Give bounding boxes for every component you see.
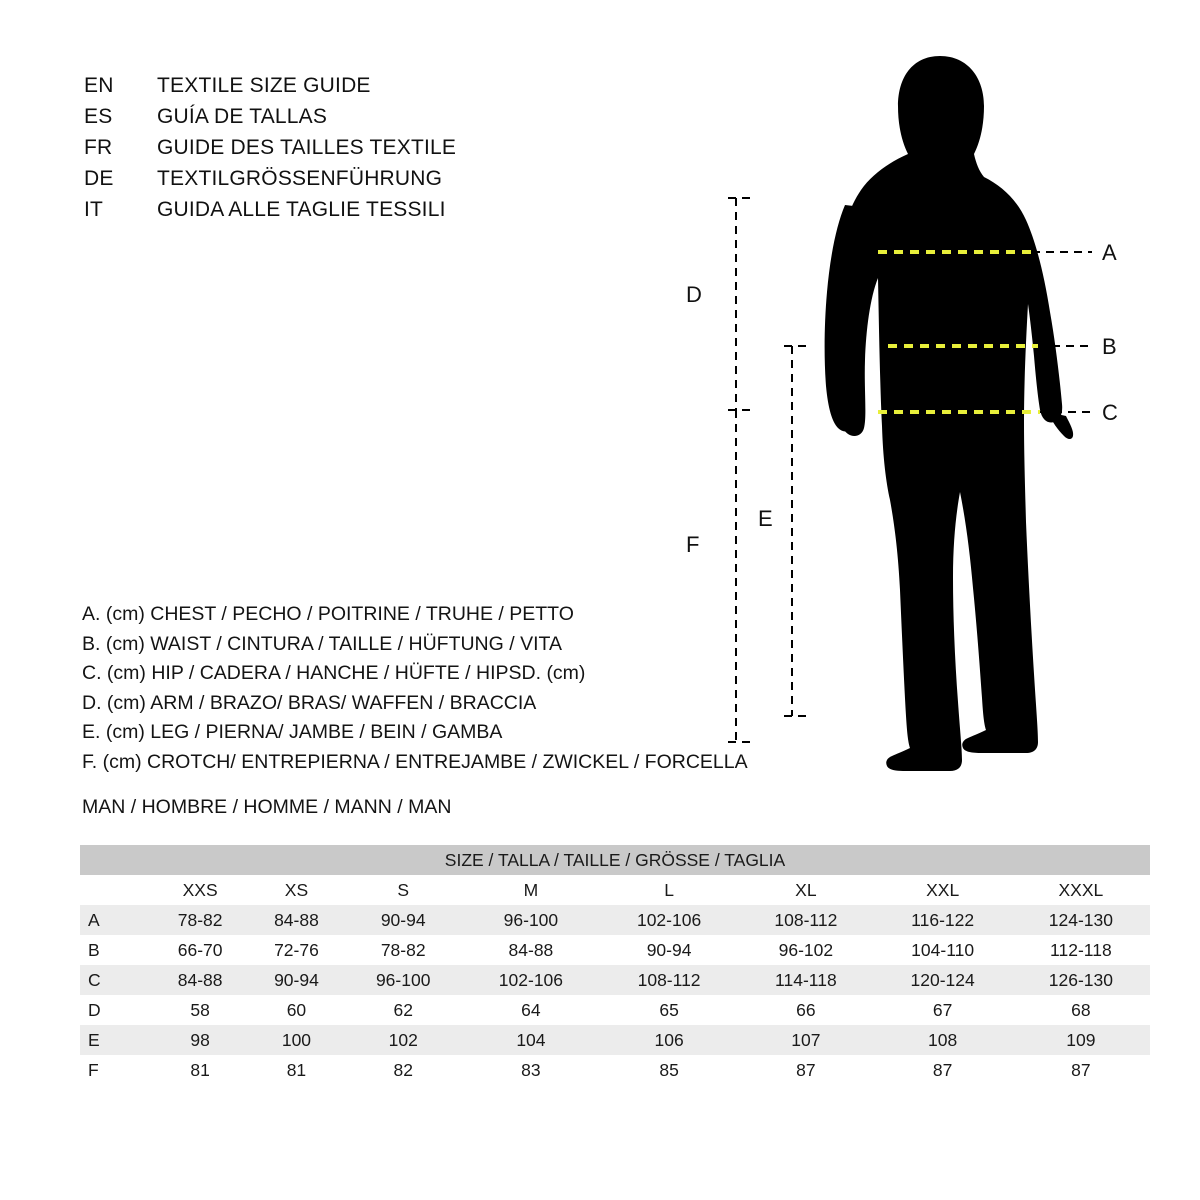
- title-lang-en: EN: [84, 74, 114, 97]
- cell-f-xxl: 87: [874, 1055, 1012, 1085]
- legend-block: [82, 600, 802, 777]
- title-text-fr: GUIDE DES TAILLES TEXTILE: [157, 136, 457, 159]
- header-size-m: M: [462, 875, 600, 905]
- cell-e-l: 106: [600, 1025, 738, 1055]
- row-label-d: D: [80, 995, 152, 1025]
- cell-e-xxl: 108: [874, 1025, 1012, 1055]
- table-row: [80, 995, 1150, 1025]
- cell-c-xxxl: 126-130: [1012, 965, 1150, 995]
- legend-item-f: F. (cm) CROTCH/ ENTREPIERNA / ENTREJAMBE / ZWICKEL / FORCELLA: [82, 750, 748, 773]
- table-header-row: [80, 875, 1150, 905]
- cell-f-l: 85: [600, 1055, 738, 1085]
- header-corner: [80, 875, 152, 905]
- gender-label: MAN / HOMBRE / HOMME / MANN / MAN: [82, 796, 452, 818]
- cell-e-xs: 100: [248, 1025, 344, 1055]
- cell-c-s: 96-100: [345, 965, 462, 995]
- cell-e-xl: 107: [738, 1025, 873, 1055]
- header-size-s: S: [345, 875, 462, 905]
- marker-b: B: [1102, 334, 1117, 359]
- title-row-de: [84, 167, 704, 198]
- cell-e-xxxl: 109: [1012, 1025, 1150, 1055]
- cell-a-xs: 84-88: [248, 905, 344, 935]
- cell-c-l: 108-112: [600, 965, 738, 995]
- title-text-en: TEXTILE SIZE GUIDE: [157, 74, 371, 97]
- title-text-es: GUÍA DE TALLAS: [157, 105, 328, 128]
- cell-a-xxxl: 124-130: [1012, 905, 1150, 935]
- cell-b-xxs: 66-70: [152, 935, 248, 965]
- marker-c: C: [1102, 400, 1118, 425]
- header-size-xxl: XXL: [874, 875, 1012, 905]
- header-size-l: L: [600, 875, 738, 905]
- cell-d-xs: 60: [248, 995, 344, 1025]
- cell-f-xxxl: 87: [1012, 1055, 1150, 1085]
- table-row: [80, 965, 1150, 995]
- cell-d-s: 62: [345, 995, 462, 1025]
- cell-a-l: 102-106: [600, 905, 738, 935]
- cell-b-xl: 96-102: [738, 935, 873, 965]
- cell-f-xxs: 81: [152, 1055, 248, 1085]
- table-row: [80, 1055, 1150, 1085]
- title-block: [84, 74, 704, 229]
- cell-e-xxs: 98: [152, 1025, 248, 1055]
- arm-bracket: [728, 198, 752, 410]
- cell-d-xxl: 67: [874, 995, 1012, 1025]
- title-row-fr: [84, 136, 704, 167]
- table-band-label: SIZE / TALLA / TAILLE / GRÖSSE / TAGLIA: [80, 845, 1150, 875]
- title-text-de: TEXTILGRÖSSENFÜHRUNG: [157, 167, 443, 190]
- cell-c-xxl: 120-124: [874, 965, 1012, 995]
- cell-a-s: 90-94: [345, 905, 462, 935]
- title-lang-es: ES: [84, 105, 113, 128]
- cell-d-xxs: 58: [152, 995, 248, 1025]
- header-size-xxs: XXS: [152, 875, 248, 905]
- cell-e-m: 104: [462, 1025, 600, 1055]
- cell-e-s: 102: [345, 1025, 462, 1055]
- table-row: [80, 935, 1150, 965]
- legend-item-e: E. (cm) LEG / PIERNA/ JAMBE / BEIN / GAMBA: [82, 721, 503, 743]
- legend-item-c: C. (cm) HIP / CADERA / HANCHE / HÜFTE / HIPSD. (cm): [82, 662, 586, 684]
- title-lang-de: DE: [84, 167, 114, 190]
- table-row: [80, 905, 1150, 935]
- cell-f-xs: 81: [248, 1055, 344, 1085]
- cell-a-xl: 108-112: [738, 905, 873, 935]
- cell-a-m: 96-100: [462, 905, 600, 935]
- title-row-en: [84, 74, 704, 105]
- cell-b-m: 84-88: [462, 935, 600, 965]
- title-lang-it: IT: [84, 198, 104, 221]
- title-row-it: [84, 198, 704, 229]
- cell-d-m: 64: [462, 995, 600, 1025]
- size-table-wrap: [80, 845, 1150, 1085]
- cell-b-s: 78-82: [345, 935, 462, 965]
- size-table: [80, 845, 1150, 1085]
- cell-a-xxs: 78-82: [152, 905, 248, 935]
- cell-b-l: 90-94: [600, 935, 738, 965]
- cell-c-xl: 114-118: [738, 965, 873, 995]
- row-label-a: A: [80, 905, 152, 935]
- legend-item-a: A. (cm) CHEST / PECHO / POITRINE / TRUHE / PETTO: [82, 603, 574, 625]
- title-row-es: [84, 105, 704, 136]
- legend-item-b: B. (cm) WAIST / CINTURA / TAILLE / HÜFTUNG / VITA: [82, 632, 562, 655]
- marker-f: F: [686, 532, 700, 557]
- cell-a-xxl: 116-122: [874, 905, 1012, 935]
- row-label-c: C: [80, 965, 152, 995]
- title-text-it: GUIDA ALLE TAGLIE TESSILI: [157, 198, 446, 221]
- header-size-xs: XS: [248, 875, 344, 905]
- marker-e: E: [758, 506, 773, 531]
- cell-f-xl: 87: [738, 1055, 873, 1085]
- header-size-xl: XL: [738, 875, 873, 905]
- cell-c-xxs: 84-88: [152, 965, 248, 995]
- header-size-xxxl: XXXL: [1012, 875, 1150, 905]
- cell-c-xs: 90-94: [248, 965, 344, 995]
- cell-d-xxxl: 68: [1012, 995, 1150, 1025]
- row-label-b: B: [80, 935, 152, 965]
- cell-b-xxl: 104-110: [874, 935, 1012, 965]
- cell-f-m: 83: [462, 1055, 600, 1085]
- table-band-row: [80, 845, 1150, 875]
- cell-b-xxxl: 112-118: [1012, 935, 1150, 965]
- cell-d-l: 65: [600, 995, 738, 1025]
- table-row: [80, 1025, 1150, 1055]
- cell-c-m: 102-106: [462, 965, 600, 995]
- title-lang-fr: FR: [84, 136, 113, 159]
- row-label-f: F: [80, 1055, 152, 1085]
- cell-d-xl: 66: [738, 995, 873, 1025]
- cell-b-xs: 72-76: [248, 935, 344, 965]
- legend-item-d: D. (cm) ARM / BRAZO/ BRAS/ WAFFEN / BRACCIA: [82, 691, 537, 714]
- row-label-e: E: [80, 1025, 152, 1055]
- cell-f-s: 82: [345, 1055, 462, 1085]
- marker-a: A: [1102, 240, 1117, 265]
- marker-d: D: [686, 282, 702, 307]
